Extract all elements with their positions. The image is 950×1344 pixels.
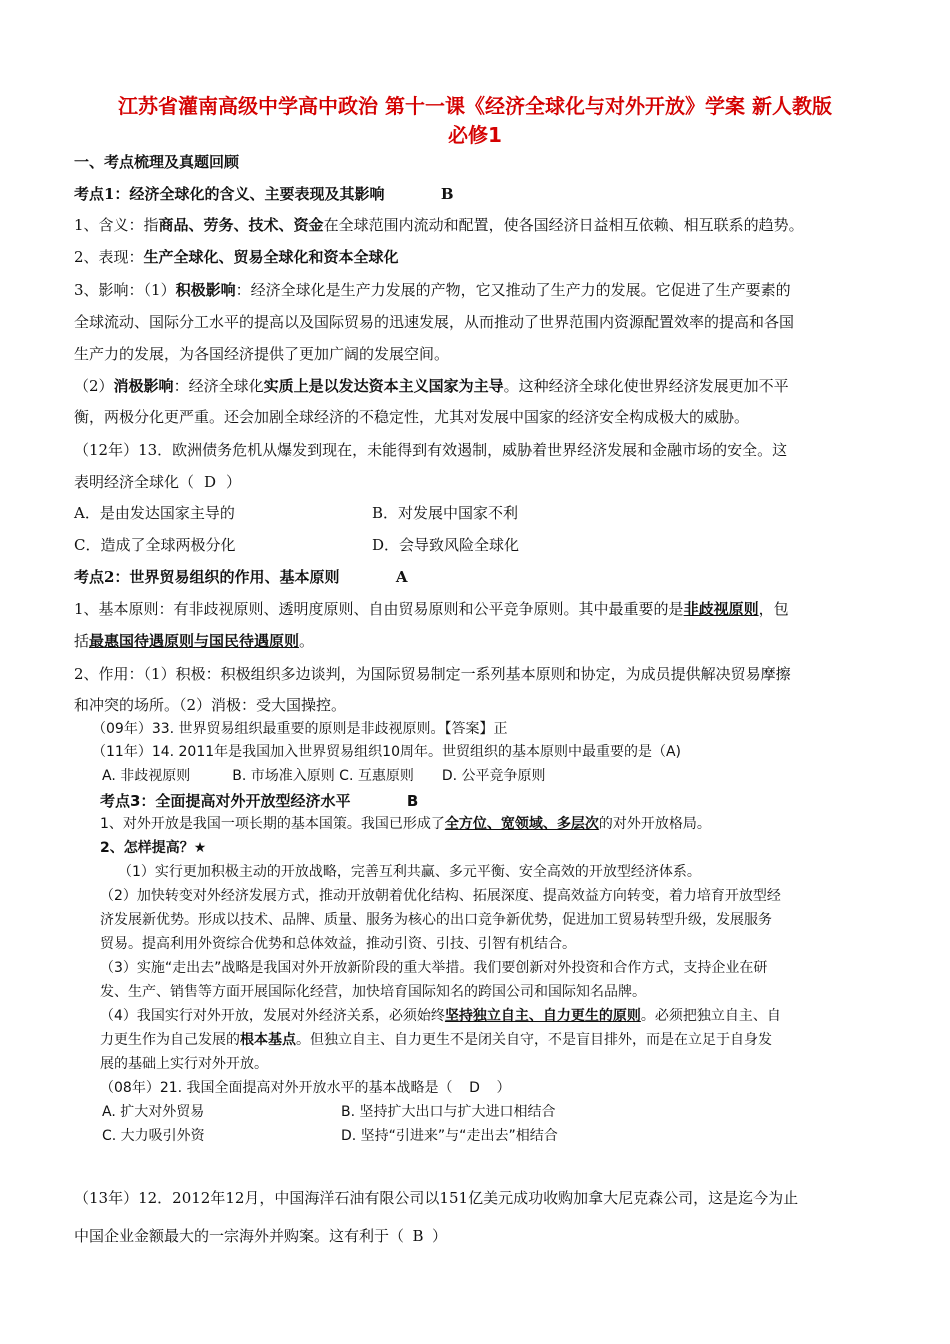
document-title-line2: 必修1	[448, 123, 502, 147]
kp3-question-08	[100, 1078, 912, 1098]
kp3-p1-suffix: 的对外开放格局。	[598, 816, 711, 832]
kp3-p1-underline: 全方位、宽领域、多层次	[444, 816, 599, 832]
kp3-option-d: D. 坚持“引进来”与“走出去”相结合	[341, 1128, 558, 1144]
kp3-how-heading: 2、怎样提高？★	[100, 840, 207, 856]
kp1-effect-line2: 全球流动、国际分工水平的提高以及国际贸易的迅速发展，从而推动了世界范围内资源配置效率的提高和各国	[74, 313, 795, 331]
kp1-effect-pos-1: ：经济全球化是生产力发展的产物，它又推动了生产力的发展。它促进了生产要素的	[235, 281, 791, 299]
question-13-suffix: ）	[432, 1227, 448, 1245]
kp3-strategy-4-line1	[100, 1006, 912, 1026]
document-title-line1: 江苏省灌南高级中学高中政治 第十一课《经济全球化与对外开放》学案 新人教版	[118, 94, 832, 118]
kp2-level: A	[395, 568, 408, 586]
kp1-neg-mid: ：经济全球化	[173, 377, 264, 395]
kp3-s4-2-suffix: 。但独立自主、自力更生不是闭关自守，不是盲目排外，而是在立足于自身发	[296, 1032, 772, 1048]
kp1-question-line1: （12年）13．欧洲债务危机从爆发到现在，未能得到有效遏制，威胁着世界经济发展和金融市场的安全。这	[74, 441, 788, 459]
kp1-question-suffix: ）	[226, 473, 242, 491]
kp1-question-line2	[74, 472, 886, 492]
kp1-def-suffix: 在全球范围内流动和配置，使各国经济日益相互依赖、相互联系的趋势。	[323, 216, 804, 234]
kp2-p1-underline1: 非歧视原则	[683, 600, 759, 618]
kp1-question-answer: D	[204, 473, 217, 491]
kp3-strategy-2-line3: 贸易。提高利用外资综合优势和总体效益，推动引资、引技、引智有机结合。	[100, 936, 576, 952]
kp3-question-suffix: ）	[496, 1080, 511, 1096]
kp1-question-prefix: 表明经济全球化（	[74, 473, 195, 491]
kp2-question-11: （11年）14. 2011年是我国加入世界贸易组织10周年。世贸组织的基本原则中最重要的是（A)	[92, 744, 682, 760]
kp2-role-line2: 和冲突的场所。（2）消极：受大国操控。	[74, 696, 347, 714]
kp1-show	[74, 247, 886, 267]
kp1-neg-label: 消极影响	[113, 377, 174, 395]
kp3-strategy-3-line2: 发、生产、销售等方面开展国际化经营，加快培育国际知名的跨国公司和国际知名品牌。	[100, 984, 646, 1000]
kp1-effect-prefix: 3、影响：（1）	[74, 281, 176, 299]
kp2-question-11-options: A. 非歧视原则 B. 市场准入原则 C. 互惠原则 D. 公平竞争原则	[102, 768, 546, 784]
kp3-s4-2-bold: 根本基点	[240, 1032, 296, 1048]
kp2-p1b-suffix: 。	[299, 632, 315, 650]
kp1-effect-line3: 生产力的发展，为各国经济提供了更加广阔的发展空间。	[74, 345, 450, 363]
kp1-effect-pos-label: 积极影响	[175, 281, 236, 299]
kp1-neg-line1	[74, 376, 886, 396]
question-13-line2	[74, 1226, 886, 1246]
kp1-def-prefix: 1、含义：指	[74, 216, 159, 234]
question-13-line1: （13年）12．2012年12月，中国海洋石油有限公司以151亿美元成功收购加拿大尼克森公司，这是迄今为止	[74, 1189, 799, 1207]
kp1-show-prefix: 2、表现：	[74, 248, 144, 266]
kp2-principles-line2	[74, 631, 886, 651]
kp3-strategy-1: （1）实行更加积极主动的开放战略，完善互利共赢、多元平衡、安全高效的开放型经济体系。	[118, 864, 701, 880]
section-heading: 一、考点梳理及真题回顾	[74, 153, 240, 171]
kp3-s4-2-prefix: 力更生作为自己发展的	[100, 1032, 240, 1048]
kp3-heading-text: 考点3：全面提高对外开放型经济水平	[100, 792, 351, 810]
kp1-neg-line2: 衡，两极分化更严重。还会加剧全球经济的不稳定性，尤其对发展中国家的经济安全构成极大的威胁。	[74, 408, 750, 426]
kp3-s4-suffix: 。必须把独立自主、自	[640, 1008, 781, 1024]
kp1-show-bold: 生产全球化、贸易全球化和资本全球化	[143, 248, 399, 266]
kp3-level: B	[406, 792, 419, 810]
kp1-neg-prefix: （2）	[74, 377, 114, 395]
kp2-heading-text: 考点2：世界贸易组织的作用、基本原则	[74, 568, 340, 586]
kp3-heading	[100, 791, 912, 811]
kp1-option-b: B．对发展中国家不利	[372, 504, 519, 522]
kp3-s4-prefix: （4）我国实行对外开放，发展对外经济关系，必须始终	[100, 1008, 445, 1024]
kp2-principles-line1	[74, 599, 886, 619]
kp2-role-line1: 2、作用：（1）积极：积极组织多边谈判，为国际贸易制定一系列基本原则和协定，为成员提供解决贸易摩擦	[74, 665, 791, 683]
kp3-option-c: C. 大力吸引外资	[102, 1128, 205, 1144]
kp1-neg-suffix: 。这种经济全球化使世界经济发展更加不平	[503, 377, 789, 395]
kp3-question-prefix: （08年）21. 我国全面提高对外开放水平的基本战略是（	[100, 1080, 453, 1096]
kp3-option-b: B. 坚持扩大出口与扩大进口相结合	[341, 1104, 556, 1120]
kp2-p1-underline2: 最惠国待遇原则与国民待遇原则	[89, 632, 300, 650]
kp1-effect-line1	[74, 280, 886, 300]
kp1-definition	[74, 215, 886, 235]
kp1-heading	[74, 184, 886, 204]
kp1-heading-text: 考点1：经济全球化的含义、主要表现及其影响	[74, 185, 385, 203]
kp3-strategy-3-line1: （3）实施“走出去”战略是我国对外开放新阶段的重大举措。我们要创新对外投资和合作方式，支持企业在研	[100, 960, 768, 976]
question-13-answer: B	[412, 1227, 424, 1245]
question-13-prefix: 中国企业金额最大的一宗海外并购案。这有利于（	[74, 1227, 405, 1245]
kp3-p1-prefix: 1、对外开放是我国一项长期的基本国策。我国已形成了	[100, 816, 445, 832]
kp3-s4-underline: 坚持独立自主、自力更生的原则	[444, 1008, 641, 1024]
kp1-option-d: D．会导致风险全球化	[372, 536, 520, 554]
kp3-strategy-2-line2: 济发展新优势。形成以技术、品牌、质量、服务为核心的出口竞争新优势，促进加工贸易转型升级，发展服务	[100, 912, 772, 928]
kp2-p1b-prefix: 括	[74, 632, 90, 650]
kp2-p1-prefix: 1、基本原则：有非歧视原则、透明度原则、自由贸易原则和公平竞争原则。其中最重要的是	[74, 600, 684, 618]
kp3-policy	[100, 814, 912, 834]
kp2-heading	[74, 567, 886, 587]
kp1-option-a: A．是由发达国家主导的	[74, 504, 235, 522]
kp1-option-c: C．造成了全球两极分化	[74, 536, 236, 554]
kp3-strategy-4-line3: 展的基础上实行对外开放。	[100, 1056, 268, 1072]
kp3-strategy-4-line2	[100, 1030, 912, 1050]
kp3-strategy-2-line1: （2）加快转变对外经济发展方式，推动开放朝着优化结构、拓展深度、提高效益方向转变，着力培育开放型经	[100, 888, 781, 904]
kp1-neg-bold: 实质上是以发达资本主义国家为主导	[263, 377, 504, 395]
kp1-level: B	[440, 185, 454, 203]
kp3-question-answer: D	[469, 1080, 480, 1096]
kp1-def-bold: 商品、劳务、技术、资金	[158, 216, 324, 234]
kp2-p1-suffix: ，包	[758, 600, 789, 618]
kp2-question-09: （09年）33. 世界贸易组织最重要的原则是非歧视原则。【答案】正	[92, 721, 508, 737]
kp3-option-a: A. 扩大对外贸易	[102, 1104, 205, 1120]
